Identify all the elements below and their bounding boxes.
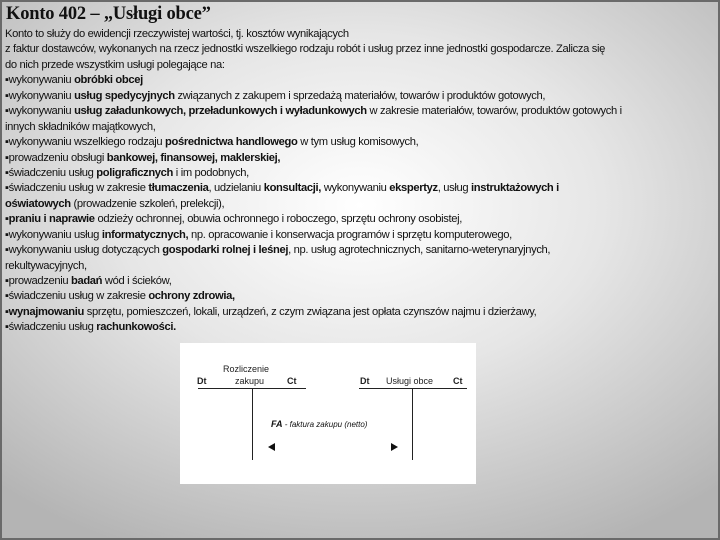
text-line (5, 228, 719, 243)
bold-text: instruktażowych i (471, 182, 559, 195)
left-ct-label: Ct (287, 376, 297, 386)
bold-text: oświatowych (5, 197, 71, 210)
bold-text: pośrednictwa handlowego (165, 136, 298, 149)
text-segment: ▪wykonywaniu usług dotyczących (5, 244, 163, 257)
bold-text: tłumaczenia (148, 182, 209, 195)
text-segment: wykonywaniu (321, 182, 390, 195)
description-text (5, 27, 719, 336)
left-dt-label: Dt (197, 376, 207, 386)
text-line (5, 181, 719, 196)
left-account-title-1: Rozliczenie (223, 364, 270, 374)
text-line (5, 58, 719, 73)
bold-text: usług spedycyjnych (74, 89, 175, 102)
bold-text: informatycznych, (101, 228, 189, 241)
right-dt-label: Dt (360, 376, 370, 386)
text-segment: w zakresie materiałów, towarów, produktów gotowych i (366, 105, 622, 118)
text-line (5, 243, 719, 258)
bold-text: ochrony zdrowia, (148, 290, 235, 303)
text-segment: ▪ (5, 305, 9, 318)
text-segment: rekultywacyjnych, (5, 259, 87, 272)
text-segment: ▪wykonywaniu (5, 74, 75, 87)
bold-text: wynajmowaniu (8, 305, 84, 318)
bold-text: praniu i naprawie (8, 213, 95, 226)
arrow-left-icon (268, 443, 275, 451)
text-segment: , udzielaniu (208, 182, 264, 195)
text-segment: związanych z zakupem i sprzedażą materiałów, towarów i produktów gotowych, (174, 89, 546, 102)
text-line (5, 166, 719, 181)
text-segment: (prowadzenie szkoleń, prelekcji), (70, 197, 225, 210)
text-segment: do nich przede wszystkim usługi polegające na: (5, 58, 225, 71)
bold-text: ekspertyz (389, 182, 438, 195)
text-segment: ▪świadczeniu usług w zakresie (5, 182, 149, 195)
text-line (5, 120, 719, 135)
bold-text: poligraficznych (96, 166, 174, 179)
invoice-label: FA - faktura zakupu (netto) (271, 419, 368, 429)
text-segment: ▪prowadzeniu (5, 275, 71, 287)
text-segment: Konto to służy do ewidencji rzeczywistej wartości, tj. kosztów wynikających (5, 28, 349, 40)
right-account-hline (359, 388, 467, 389)
text-segment: i im podobnych, (173, 166, 249, 179)
text-line (5, 305, 719, 320)
right-account-vline (412, 388, 413, 460)
text-segment: np. opracowanie i konserwacja programów i sprzętu komputerowego, (188, 228, 512, 241)
text-segment: ▪wykonywaniu wszelkiego rodzaju (5, 136, 166, 149)
bold-text: konsultacji, (263, 182, 322, 195)
text-line (5, 274, 719, 289)
t-account-diagram (180, 343, 476, 484)
text-segment: ▪wykonywaniu (5, 89, 75, 102)
bold-text: obróbki obcej (74, 74, 143, 87)
text-line (5, 104, 719, 119)
text-segment: ▪wykonywaniu (5, 105, 75, 118)
text-segment: odzieży ochronnej, obuwia ochronnego i roboczego, sprzętu ochrony osobistej, (94, 213, 463, 226)
text-segment: ▪wykonywaniu usług (5, 228, 102, 241)
text-segment: , np. usług agrotechnicznych, sanitarno-weterynaryjnych, (288, 244, 551, 257)
left-account-title-2: zakupu (235, 376, 265, 386)
text-line (5, 259, 719, 274)
page-title: Konto 402 – „Usługi obce” (6, 4, 211, 24)
text-segment: ▪świadczeniu usług (5, 321, 97, 334)
text-line (5, 73, 719, 88)
text-line (5, 27, 719, 42)
text-segment: ▪prowadzeniu obsługi (5, 151, 107, 164)
bold-text: bankowej, finansowej, maklerskiej, (106, 151, 281, 164)
text-segment: sprzętu, pomieszczeń, lokali, urządzeń, z czym związana jest opłata czynszów najmu i dzierżawy, (84, 305, 537, 318)
bold-text: badań (70, 275, 103, 287)
text-line (5, 289, 719, 304)
text-line (5, 135, 719, 150)
text-line (5, 320, 719, 335)
text-line (5, 212, 719, 227)
left-account-vline (252, 388, 253, 460)
text-line (5, 197, 719, 212)
text-segment: z faktur dostawców, wykonanych na rzecz jednostki wszelkiego rodzaju robót i usług przez inne jednostki gospodarcze. Zalicza się (5, 43, 606, 56)
text-segment: innych składników majątkowych, (5, 120, 156, 133)
text-segment: wód i ścieków, (102, 275, 172, 287)
right-account-title: Usługi obce (386, 376, 434, 386)
text-segment: ▪ (5, 213, 9, 226)
text-line (5, 42, 719, 57)
text-segment: ▪świadczeniu usług (5, 166, 97, 179)
text-segment: w tym usług komisowych, (297, 136, 419, 149)
arrow-right-icon (391, 443, 398, 451)
right-ct-label: Ct (453, 376, 463, 386)
text-line (5, 89, 719, 104)
bold-text: gospodarki rolnej i leśnej (162, 244, 289, 257)
text-segment: ▪świadczeniu usług w zakresie (5, 290, 149, 303)
text-segment: , usług (437, 182, 472, 195)
bold-text: usług załadunkowych, przeładunkowych i wyładunkowych (74, 105, 367, 118)
text-line (5, 151, 719, 166)
bold-text: rachunkowości. (96, 321, 176, 334)
